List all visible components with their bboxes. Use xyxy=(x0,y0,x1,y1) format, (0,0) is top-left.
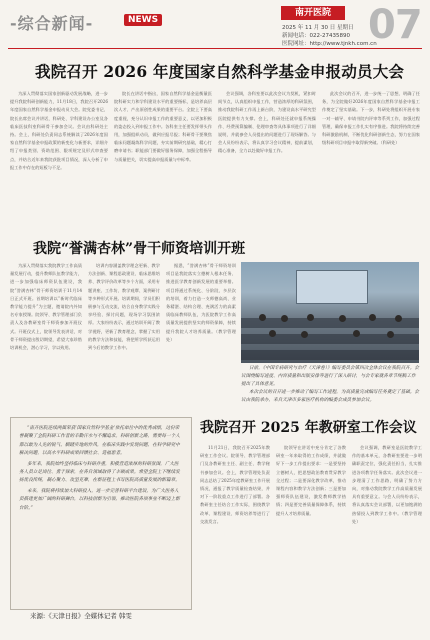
page-number: 07 xyxy=(368,2,422,48)
newspaper-logo: 南开医院 xyxy=(281,6,345,20)
teaching-col3: 会议强调，教研室是医院教学工作的基本单元，各教研室要进一步明确职责定位，强化责任担当，扎实推进各项教学任务落实。此次会议进一步理清了工作思路，明确了努力方向，对推动我院教学工作高质量发展具有重要意义。与会人员纷纷表示，将认真落实会议部署，以更加饱满的热情投入到教学工作中。（教学管理处） xyxy=(352,445,422,524)
meeting-photo xyxy=(241,262,419,363)
hospital-url[interactable]: 医院网址：http://www.tjnkh.com.cn xyxy=(282,41,377,47)
news-badge: NEWS xyxy=(124,14,162,26)
presentation-screen xyxy=(296,270,368,304)
xinglin-col2: 培训内容涵盖教学理念更新、教学方法创新、课程思政建设、临床思维培养、教学评价改革等多个方面，采用专题讲座、工作坊、教学观摩、案例研讨等多种形式开展。培训期间，学员们积极参与互动交流，结合自身教学实践分享经验、探讨问题，现场学习氛围浓厚。大家纷纷表示，通过培训开阔了教学视野，更新了教育理念，掌握了实用的教学方法和技能，将把所学所获运用到今后的教学工作中。 xyxy=(88,263,160,351)
header-rule xyxy=(8,48,422,49)
page-header xyxy=(0,0,430,50)
xinglin-col3: 据悉，“誉满杏林”骨干师资培训项目是我院落实立德树人根本任务、推进医学教育创新发展的重要举措。项目将通过系统化、分阶段、多层次的培训，着力打造一支师德高尚、业务精湛、结构合理、充满活力的高素质临床教师队伍，为医院教学工作高质量发展提供坚实的师资保障，持续提升我院人才培养质量。（教学管理处） xyxy=(166,263,236,342)
xinglin-headline: 我院“誉满杏林”骨干师资培训开班 xyxy=(33,241,246,257)
teaching-col2: 院领导在讲话中充分肯定了各教研室一年来取得的工作成绩，并就做好下一步工作提出要求：一是要坚持立德树人，把思想政治教育贯穿教学全过程；二是要深化教学改革，推动课程内容和教学方法创新；三是要加强师资队伍建设，激发教师教学热情；四是要完善质量保障体系，持续提升人才培养质量。 xyxy=(276,445,346,516)
nsfc-headline: 我院召开 2026 年度国家自然科学基金申报动员大会 xyxy=(35,62,405,81)
nsfc-col3: 会议强调，各科室要以此次会议为契机，紧扣时间节点，认真组织申报工作，营造浓厚的科研氛围，推动我院科研工作再上新台阶，为建设高水平研究型医院提供有力支撑。会上，科研处还就申报系统操作、经费预算编制、伦理审查等具体事项进行了详细说明，并就参会人员提出的问题进行了现场解答。与会人员纷纷表示，将认真学习会议精神，提前谋划，精心准备，全力以赴做好申报工作。 xyxy=(218,91,316,154)
teaching-headline: 我院召开 2025 年教研室工作会议 xyxy=(200,420,417,436)
nsfc-col1: 为深入贯彻落实国家创新驱动发展战略，进一步提升我院科研创新能力，11月18日，我院召开2026年度国家自然科学基金申报动员大会。院党委书记、院长出席会议并讲话，科研处、学科建设办公室及各临床医技科室科研骨干参加会议。会议由科研处主持。会上，科研处负责同志系统解读了2026年度国家自然科学基金申报政策的新变化与新要求，详细介绍了申报类别、资助范围、限项规定及形式审查要点，并结合近年来我院获批项目情况，深入分析了申报工作中存在的短板与不足。 xyxy=(10,91,108,170)
nsfc-col2: 院长在讲话中指出，国家自然科学基金是衡量医院科研实力和学科建设水平的重要指标，是培养高层次人才、产出原创性成果的重要平台。全院上下要高度重视，充分认识申报工作的重要意义，以更加积极的姿态投入到申报工作中。各科室主任要发挥带头作用，加强组织动员，做到应报尽报；科研骨干要聚焦临床问题凝练科学问题，夯实前期研究基础，精心打磨申请书；职能部门要做好服务保障，加强全程指导与质量把关，切实提高申报质量与中标率。 xyxy=(114,91,212,162)
photo-caption: 日前，《中国专病研究与治疗（天津卷）》编写委员会第四次全体会议在我院召开。会议围绕编写进度、内容质量和出版安排等进行了深入研讨，与会专家就各章节统稿工作提出了具体意见。 本次会议的召开进一步推动了编写工作进程，为高质量完成编写任务奠定了基础。会议由我院承办，来自天津市多家医疗机构的编委会成员参加会议。 xyxy=(241,366,419,403)
news-phone: 新闻电话：022-27435890 xyxy=(282,33,350,39)
quote-text: “南开医院连续两届荣获‘国家自然科学基金’依托单位中的优秀成绩，这份荣誉凝聚了全院科研工作者的辛勤汗水与不懈追求。科研创新之路，需要每一个人都以敢为人先的锐气、脚踏实地的作风，在临床实践中发现问题、在科学研究中解决问题，以高水平科研成果回馈社会、造福患者。 多年来，我院始终坚持临床与科研并重，积极营造浓厚的科研氛围，广大医务人员立足岗位、勇于探索，在各自领域取得了丰硕成果。希望全院上下继续发扬优良传统，凝心聚力、攻坚克难，在新征程上书写医院高质量发展的新篇章。 未来，我院将持续加大科研投入，进一步完善科研平台建设，为广大医务人员搭建更加广阔的科研舞台，以科技创新为引领，推动医院各项事业不断迈上新台阶。” xyxy=(19,426,180,511)
quote-source: 来源:《天津日报》全媒体记者 韩雯 xyxy=(30,612,132,620)
issue-date: 2025 年 11 月 30 日 星期日 xyxy=(282,25,354,31)
nsfc-col4: 此次会议的召开，进一步统一了思想、明确了任务，为全院做好2026年度国家自然科学基金申报工作奠定了坚实基础。下一步，科研处将组织开展专家一对一辅导、申请书院内评审等系列工作，加强过程管理，确保申报工作扎实有序推进。我院将持续完善科研激励机制，不断优化科研创新生态，努力在国家级科研项目申报中取得新突破。（科研处） xyxy=(322,91,420,146)
quote-box xyxy=(10,417,192,610)
section-title: -综合新闻- xyxy=(10,14,94,33)
teaching-col1: 11月21日，我院召开2025年教研室工作会议。院领导、教学管理部门及各教研室主任、副主任、教学秘书参加会议。会上，教学管理处负责同志总结了2025年度教研室工作开展情况，通报了教学质量检查结果，并对下一阶段重点工作进行了部署。各教研室主任结合工作实际，围绕教学改革、课程建设、师资培养等进行了交流发言。 xyxy=(200,445,270,524)
xinglin-col1: 为深入贯彻落实我院教学工作高质量发展行动，提升教师队伍教学能力，进一步加强临床师资队伍建设，我院“誉满杏林”骨干师资培训于11月14日正式开班。首期培训以“新时代临床教学能力提升”为主题，邀请院内外知名专家授课。院领导、教学管理部门负责人及各教研室骨干师资参加开班仪式。开班仪式上，院领导发表讲话，对骨干师资提出殷切期望，希望大家珍惜培训机会，潜心学习，学以致用。 xyxy=(10,263,82,351)
